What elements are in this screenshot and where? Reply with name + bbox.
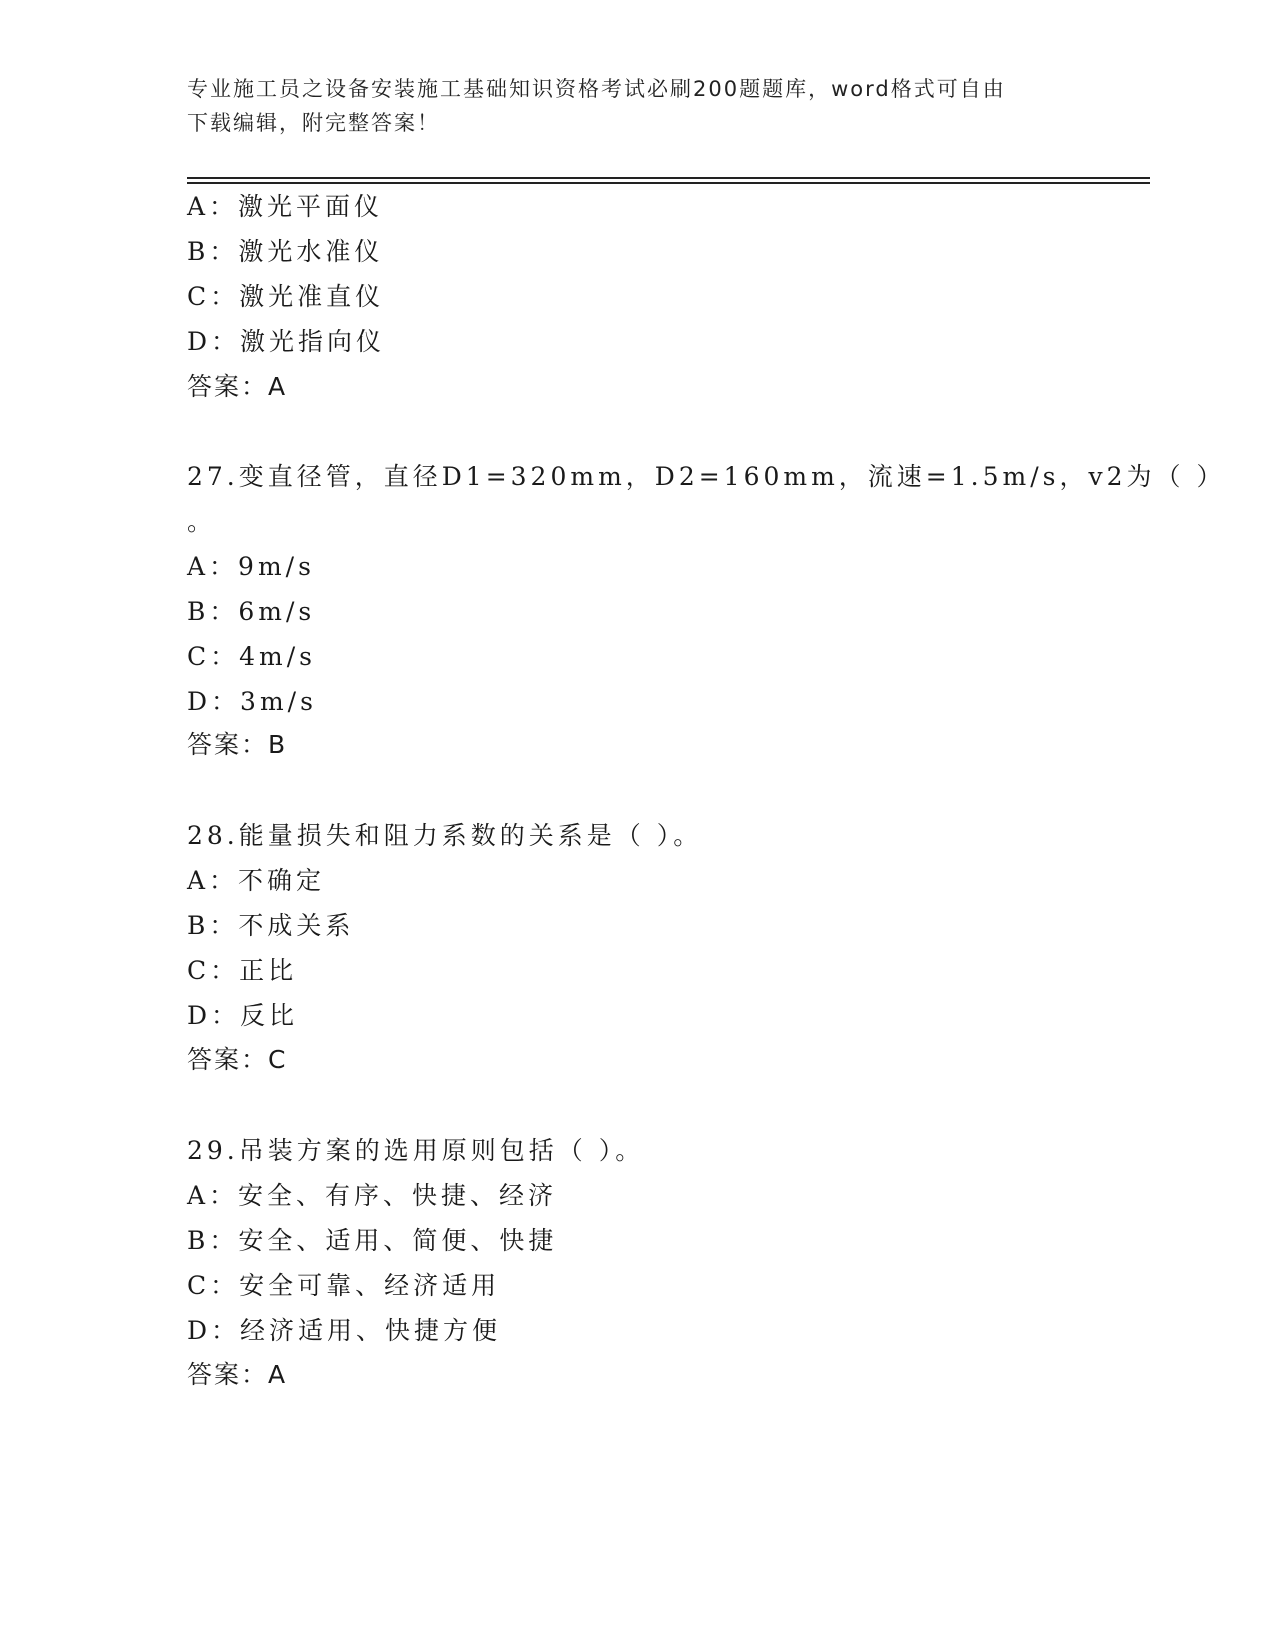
q27-option-a: A：9m/s <box>187 552 315 581</box>
q28-option-a: A：不确定 <box>187 866 326 895</box>
header-rule-top <box>187 177 1150 179</box>
q27-stem-line-1: 27.变直径管，直径D1=320mm，D2=160mm，流速=1.5m/s，v2为（ ） <box>187 462 1226 491</box>
q29-option-d: D：经济适用、快捷方便 <box>187 1316 502 1345</box>
q26-option-a: A：激光平面仪 <box>187 192 384 221</box>
q28-option-c: C：正比 <box>187 956 298 985</box>
q27-answer: 答案：B <box>187 730 288 759</box>
q26-option-c: C：激光准直仪 <box>187 282 385 311</box>
q27-option-d: D：3m/s <box>187 687 317 716</box>
q28-stem: 28.能量损失和阻力系数的关系是（ ）。 <box>187 821 703 850</box>
q27-option-c: C：4m/s <box>187 642 316 671</box>
q26-answer: 答案：A <box>187 372 288 401</box>
q29-answer: 答案：A <box>187 1360 288 1389</box>
document-header <box>187 72 1087 140</box>
q26-option-d: D：激光指向仪 <box>187 327 386 356</box>
header-line-2: 下载编辑，附完整答案！ <box>187 111 440 135</box>
q27-option-b: B：6m/s <box>187 597 316 626</box>
q29-option-a: A：安全、有序、快捷、经济 <box>187 1181 558 1210</box>
q29-option-c: C：安全可靠、经济适用 <box>187 1271 501 1300</box>
q28-answer: 答案：C <box>187 1045 288 1074</box>
q28-option-b: B：不成关系 <box>187 911 355 940</box>
q29-stem: 29.吊装方案的选用原则包括（ ）。 <box>187 1136 645 1165</box>
q27-stem-line-2: 。 <box>187 507 217 536</box>
header-line-1: 专业施工员之设备安装施工基础知识资格考试必刷200题题库，word格式可自由 <box>187 77 1006 101</box>
q29-option-b: B：安全、适用、简便、快捷 <box>187 1226 558 1255</box>
q26-option-b: B：激光水准仪 <box>187 237 384 266</box>
q28-option-d: D：反比 <box>187 1001 299 1030</box>
header-rule-bottom <box>187 182 1150 184</box>
